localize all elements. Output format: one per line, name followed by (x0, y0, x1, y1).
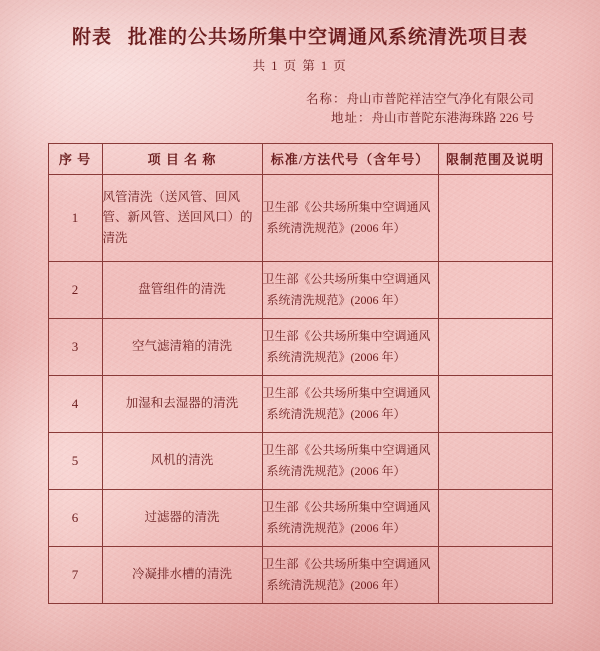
row-limit (438, 261, 552, 318)
page-title (26, 22, 574, 49)
company-meta (26, 90, 574, 129)
row-standard-line2: 系统清洗规范》(2006 年） (266, 292, 406, 307)
row-item: 风机的清洗 (102, 432, 262, 489)
row-standard (262, 546, 438, 603)
row-no: 6 (48, 489, 102, 546)
row-standard-line1: 卫生部《公共场所集中空调通风 (262, 386, 431, 401)
row-standard-line2: 系统清洗规范》(2006 年） (266, 406, 406, 421)
column-header-item: 项 目 名 称 (102, 143, 262, 174)
row-no: 7 (48, 546, 102, 603)
row-limit (438, 375, 552, 432)
row-standard-line2: 系统清洗规范》(2006 年） (266, 220, 406, 235)
table-row (48, 489, 552, 546)
table-row (48, 375, 552, 432)
row-limit (438, 546, 552, 603)
project-table (48, 143, 553, 604)
table-row (48, 546, 552, 603)
row-limit (438, 489, 552, 546)
row-standard (262, 261, 438, 318)
column-header-limit: 限制范围及说明 (438, 143, 552, 174)
table-header-row (48, 143, 552, 174)
row-no: 4 (48, 375, 102, 432)
row-standard-line1: 卫生部《公共场所集中空调通风 (262, 329, 431, 344)
company-address-line (26, 109, 534, 128)
page-count: 共 1 页 第 1 页 (252, 59, 348, 73)
row-no: 3 (48, 318, 102, 375)
row-item: 盘管组件的清洗 (102, 261, 262, 318)
page-title-prefix: 附表 (71, 27, 112, 48)
column-header-no: 序 号 (48, 143, 102, 174)
row-item: 加湿和去湿器的清洗 (102, 375, 262, 432)
row-standard-line2: 系统清洗规范》(2006 年） (266, 463, 406, 478)
row-limit (438, 318, 552, 375)
row-standard-line1: 卫生部《公共场所集中空调通风 (262, 200, 431, 215)
row-standard-line2: 系统清洗规范》(2006 年） (266, 520, 406, 535)
table-row (48, 261, 552, 318)
row-item: 过滤器的清洗 (102, 489, 262, 546)
row-standard-line1: 卫生部《公共场所集中空调通风 (262, 500, 431, 515)
row-no: 2 (48, 261, 102, 318)
column-header-standard: 标准/方法代号（含年号） (262, 143, 438, 174)
table-row (48, 318, 552, 375)
company-address-value: 舟山市普陀东港海珠路 226 号 (371, 111, 534, 126)
row-standard-line1: 卫生部《公共场所集中空调通风 (262, 557, 431, 572)
row-limit (438, 432, 552, 489)
company-address-label: 地址： (330, 111, 372, 126)
row-standard-line2: 系统清洗规范》(2006 年） (266, 349, 406, 364)
page-title-text: 批准的公共场所集中空调通风系统清洗项目表 (128, 27, 529, 48)
row-standard-line1: 卫生部《公共场所集中空调通风 (262, 443, 431, 458)
row-standard (262, 432, 438, 489)
row-standard-line1: 卫生部《公共场所集中空调通风 (262, 272, 431, 287)
row-item: 空气滤清箱的清洗 (102, 318, 262, 375)
row-limit (438, 174, 552, 261)
row-standard (262, 489, 438, 546)
row-standard (262, 174, 438, 261)
row-standard (262, 375, 438, 432)
row-no: 1 (48, 174, 102, 261)
row-item: 冷凝排水槽的清洗 (102, 546, 262, 603)
row-no: 5 (48, 432, 102, 489)
row-item: 风管清洗（送风管、回风管、新风管、送回风口）的清洗 (102, 174, 262, 261)
company-name-value: 舟山市普陀祥洁空气净化有限公司 (346, 92, 534, 106)
row-standard-line2: 系统清洗规范》(2006 年） (266, 577, 406, 592)
table-row (48, 174, 552, 261)
row-standard (262, 318, 438, 375)
company-name-label: 名称： (305, 92, 347, 106)
company-name-line (26, 90, 534, 109)
table-row (48, 432, 552, 489)
